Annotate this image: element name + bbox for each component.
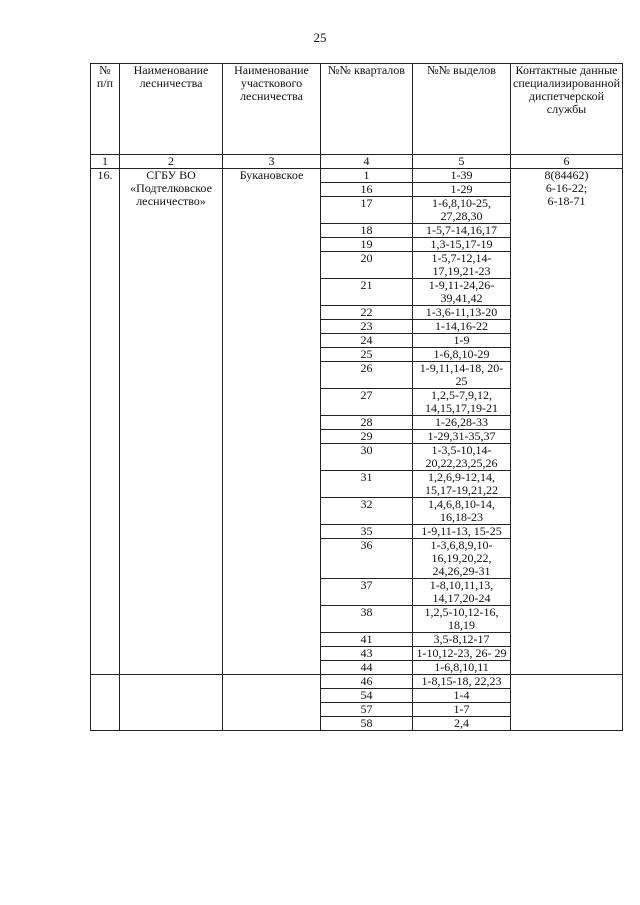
- contact-line: 6-16-22;: [545, 181, 588, 195]
- quarter-cell: 19: [321, 238, 413, 252]
- quarter-cell: 43: [321, 647, 413, 661]
- page-number: 25: [313, 30, 327, 45]
- empty-cell: [511, 675, 623, 731]
- quarter-cell: 26: [321, 362, 413, 389]
- quarter-cell: 57: [321, 703, 413, 717]
- plots-cell: 1-39: [413, 169, 511, 183]
- header-number: № п/п: [91, 64, 120, 155]
- quarter-cell: 36: [321, 539, 413, 579]
- plots-cell: 1-9,11-24,26- 39,41,42: [413, 279, 511, 306]
- quarter-cell: 46: [321, 675, 413, 689]
- plots-cell: 1-5,7-12,14- 17,19,21-23: [413, 252, 511, 279]
- plots-cell: 1,3-15,17-19: [413, 238, 511, 252]
- quarter-cell: 1: [321, 169, 413, 183]
- table-row: [91, 169, 623, 183]
- plots-cell: 1-14,16-22: [413, 320, 511, 334]
- contact-line: 6-18-71: [547, 194, 586, 208]
- quarter-cell: 29: [321, 430, 413, 444]
- quarter-cell: 18: [321, 224, 413, 238]
- plots-cell: 1-8,15-18, 22,23: [413, 675, 511, 689]
- empty-cell: [91, 675, 120, 731]
- header-forestry: Наименование лесничества: [120, 64, 223, 155]
- entry-number: 16.: [91, 169, 120, 675]
- quarter-cell: 35: [321, 525, 413, 539]
- quarter-cell: 41: [321, 633, 413, 647]
- quarter-cell: 24: [321, 334, 413, 348]
- column-number: 5: [413, 155, 511, 169]
- plots-cell: 1-3,5-10,14- 20,22,23,25,26: [413, 444, 511, 471]
- plots-cell: 1-29,31-35,37: [413, 430, 511, 444]
- plots-cell: 1-9,11,14-18, 20-25: [413, 362, 511, 389]
- quarter-cell: 20: [321, 252, 413, 279]
- plots-cell: 1-6,8,10-29: [413, 348, 511, 362]
- column-number: 3: [223, 155, 321, 169]
- quarter-cell: 58: [321, 717, 413, 731]
- header-plots: №№ выделов: [413, 64, 511, 155]
- quarter-cell: 30: [321, 444, 413, 471]
- quarter-cell: 38: [321, 606, 413, 633]
- plots-cell: 1,2,6,9-12,14, 15,17-19,21,22: [413, 471, 511, 498]
- column-number-row: [91, 155, 623, 169]
- plots-cell: 1-10,12-23, 26- 29: [413, 647, 511, 661]
- empty-cell: [223, 675, 321, 731]
- column-number: 2: [120, 155, 223, 169]
- quarter-cell: 21: [321, 279, 413, 306]
- quarter-cell: 25: [321, 348, 413, 362]
- plots-cell: 1-3,6,8,9,10- 16,19,20,22, 24,26,29-31: [413, 539, 511, 579]
- table-row: [91, 675, 623, 689]
- header-quarters: №№ кварталов: [321, 64, 413, 155]
- header-district: Наименование участкового лесничества: [223, 64, 321, 155]
- plots-cell: 1-5,7-14,16,17: [413, 224, 511, 238]
- quarter-cell: 17: [321, 197, 413, 224]
- column-number: 4: [321, 155, 413, 169]
- quarter-cell: 44: [321, 661, 413, 675]
- plots-cell: 1,2,5-7,9,12, 14,15,17,19-21: [413, 389, 511, 416]
- header-contacts: Контактные данные специализированной диспетчерской службы: [511, 64, 623, 155]
- plots-cell: 1-6,8,10,11: [413, 661, 511, 675]
- plots-cell: 1-3,6-11,13-20: [413, 306, 511, 320]
- plots-cell: 1-9,11-13, 15-25: [413, 525, 511, 539]
- plots-cell: 1-29: [413, 183, 511, 197]
- column-number: 6: [511, 155, 623, 169]
- plots-cell: 3,5-8,12-17: [413, 633, 511, 647]
- quarter-cell: 54: [321, 689, 413, 703]
- plots-cell: 1-6,8,10-25, 27,28,30: [413, 197, 511, 224]
- contact-line: 8(84462): [544, 168, 589, 182]
- plots-cell: 1-26,28-33: [413, 416, 511, 430]
- quarter-cell: 22: [321, 306, 413, 320]
- plots-cell: 1-9: [413, 334, 511, 348]
- quarter-cell: 37: [321, 579, 413, 606]
- district-name: Букановское: [223, 169, 321, 675]
- plots-cell: 2,4: [413, 717, 511, 731]
- forest-table: [90, 63, 623, 731]
- quarter-cell: 27: [321, 389, 413, 416]
- contacts-cell: [511, 169, 623, 675]
- column-number: 1: [91, 155, 120, 169]
- plots-cell: 1-4: [413, 689, 511, 703]
- quarter-cell: 23: [321, 320, 413, 334]
- plots-cell: 1-8,10,11,13, 14,17,20-24: [413, 579, 511, 606]
- forestry-name: СГБУ ВО «Подтелковское лесничество»: [120, 169, 223, 675]
- plots-cell: 1-7: [413, 703, 511, 717]
- empty-cell: [120, 675, 223, 731]
- plots-cell: 1,2,5-10,12-16, 18,19: [413, 606, 511, 633]
- table-header-row: [91, 64, 623, 155]
- quarter-cell: 31: [321, 471, 413, 498]
- quarter-cell: 32: [321, 498, 413, 525]
- plots-cell: 1,4,6,8,10-14, 16,18-23: [413, 498, 511, 525]
- quarter-cell: 16: [321, 183, 413, 197]
- quarter-cell: 28: [321, 416, 413, 430]
